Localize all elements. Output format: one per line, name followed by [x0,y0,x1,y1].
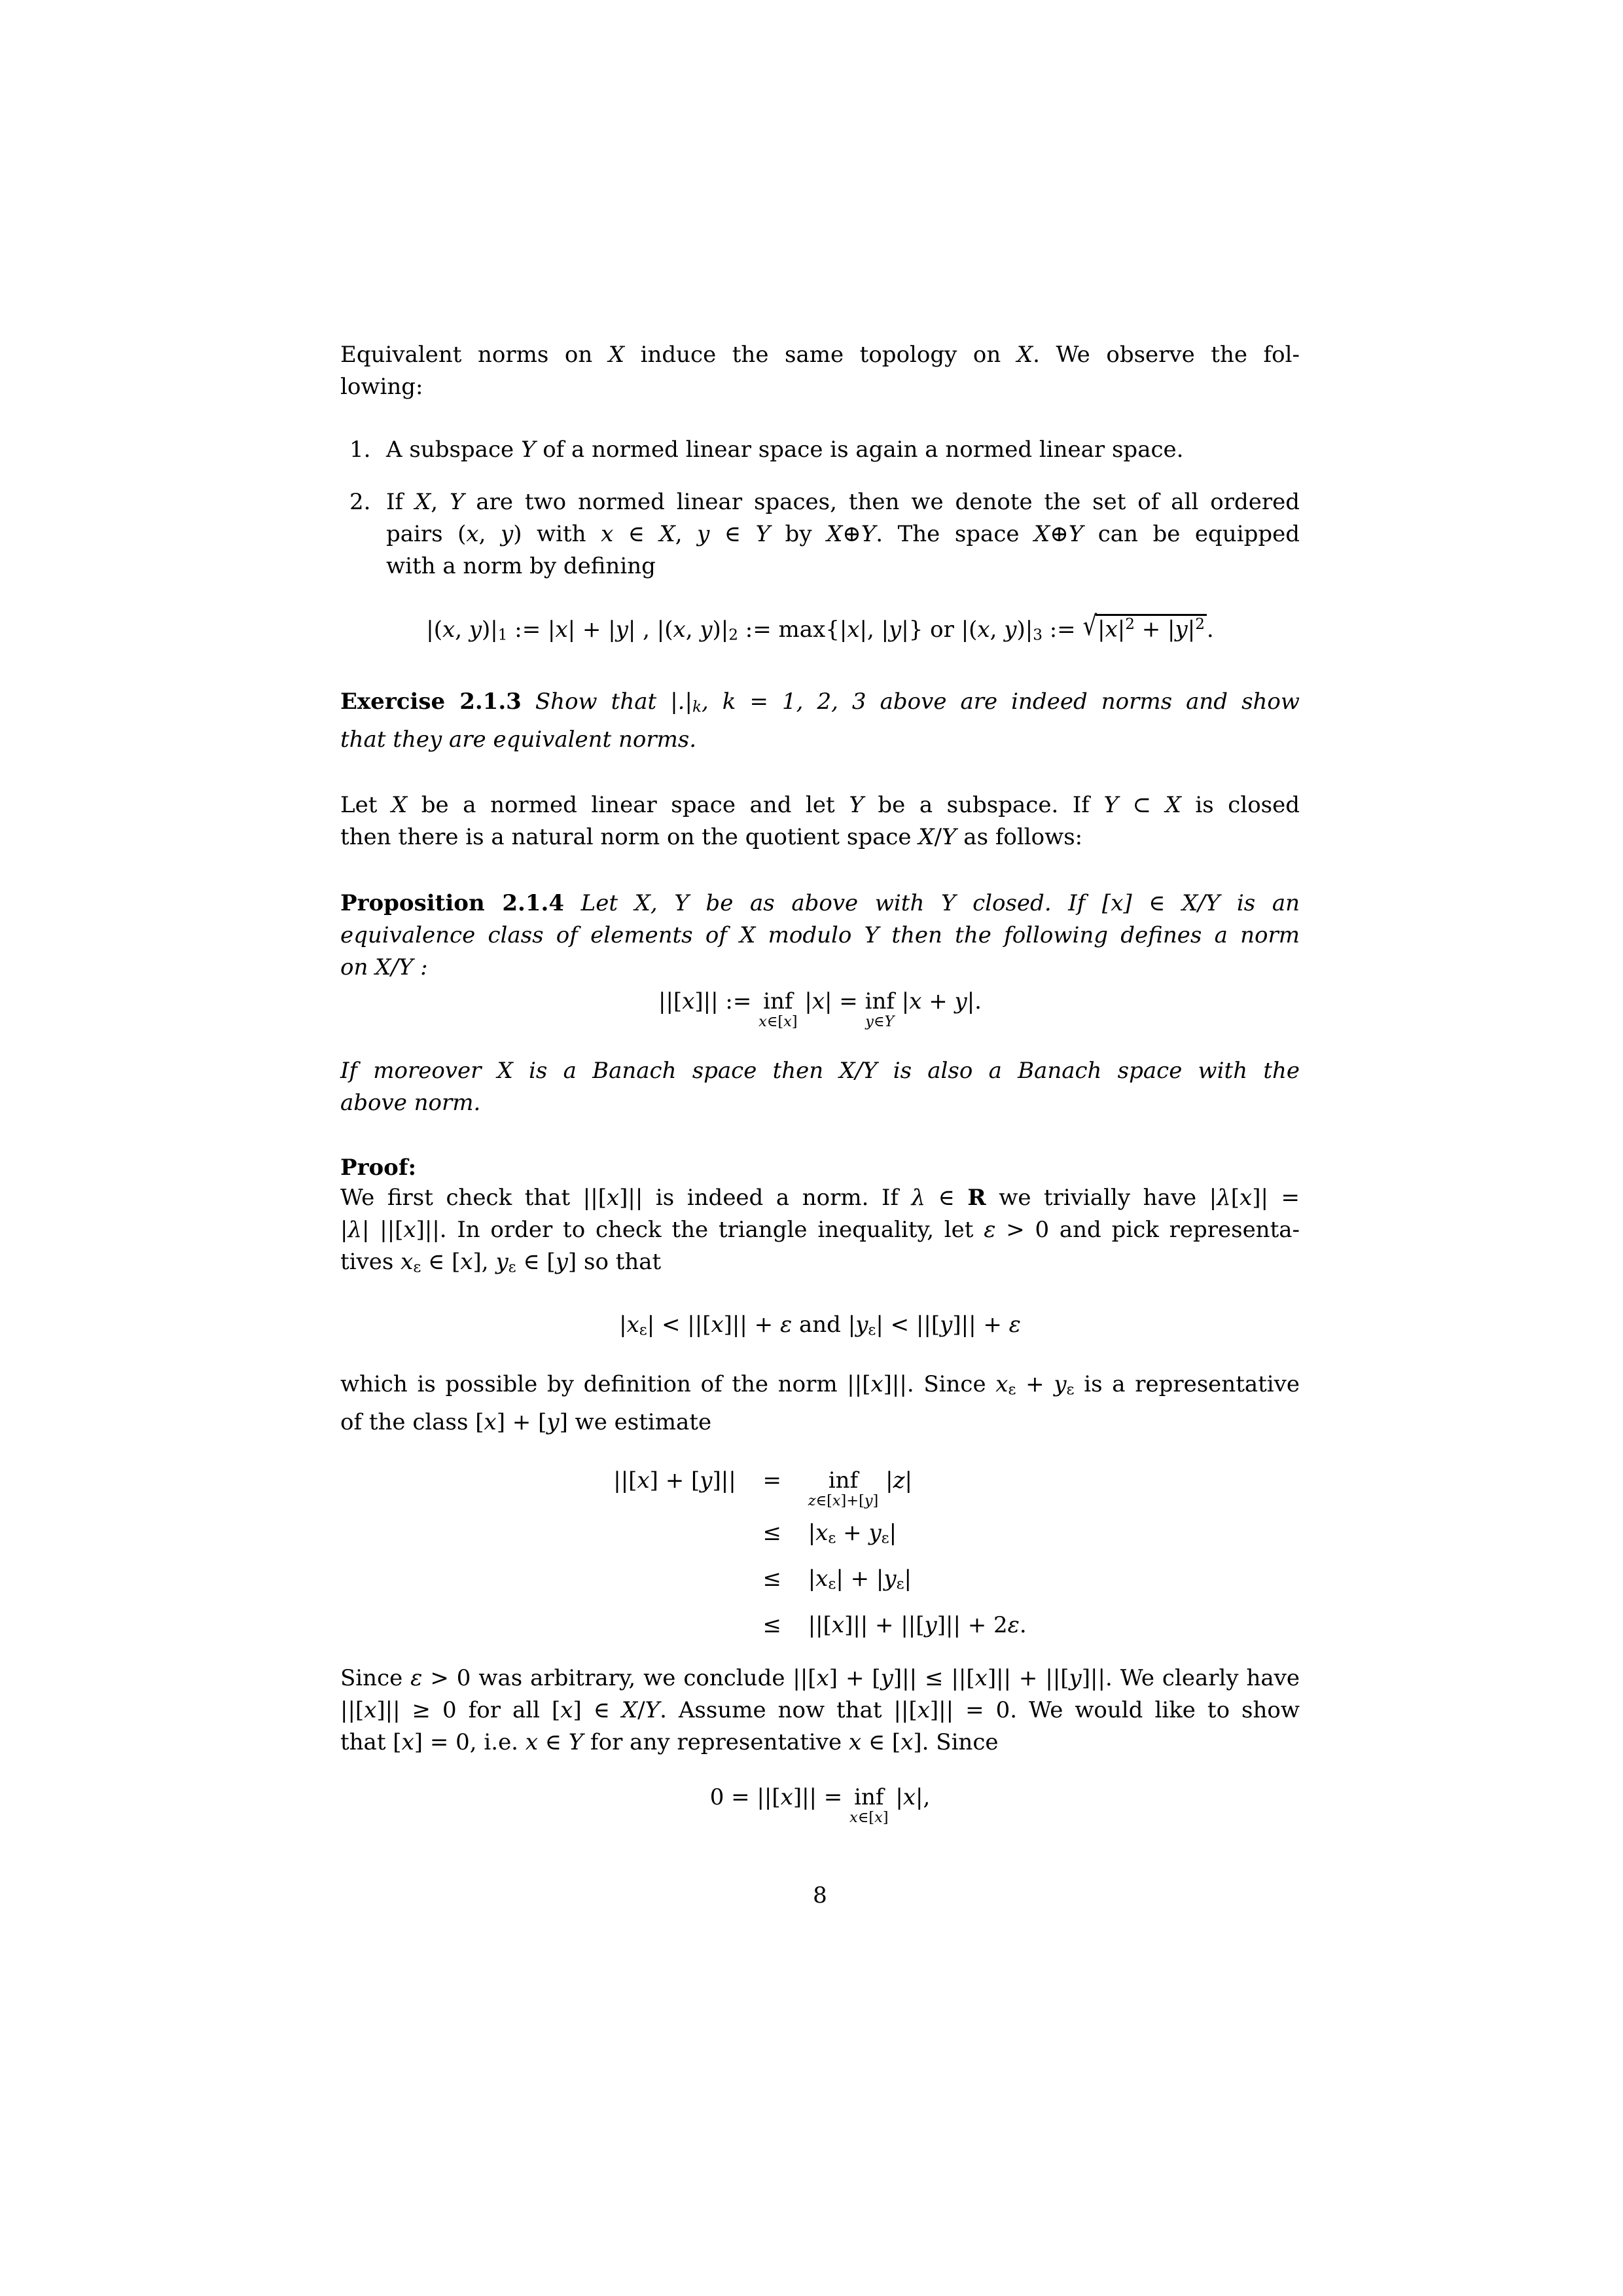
para-quotient-intro [340,789,1300,853]
proposition-2-1-4 [340,888,1300,984]
list-item [340,434,1300,466]
equation-relation: ≤ [762,1611,781,1638]
list-observations [340,434,1300,583]
text-line: tives xε ∈ [x], yε ∈ [y] so that [340,1249,662,1276]
text-line: with a norm by defining [386,553,656,579]
text-line: Equivalent norms on X induce the same topology on X. We observe the fol- [340,342,1300,368]
display-epsilon-representatives [340,1309,1300,1347]
text-line: If X, Y are two normed linear spaces, then we denote the set of all ordered [386,489,1300,515]
text-line: |xε| < ||[x]|| + ε and |yε| < ||[y]|| + ε [619,1312,1021,1339]
text-line: |λ| ||[x]||. In order to check the triangle inequality, let ε > 0 and pick representa- [340,1217,1300,1243]
text-line: that [x] = 0, i.e. x ∈ Y for any representative x ∈ [x]. Since [340,1729,999,1755]
para-intro [340,339,1300,403]
text-line: equivalence class of elements of X modulo Y then the following defines a norm [340,922,1300,948]
equation-rhs: |xε| + |yε| [808,1566,912,1593]
para-since-arbitrary [340,1662,1300,1759]
text-line: lowing: [340,374,423,400]
exercise-2-1-3 [340,686,1300,756]
sqrt-radical-icon: √ [1082,610,1097,642]
align-triangle-inequality [340,1465,1300,1641]
display-zero-norm [340,1782,1300,1825]
text-line: |(x, y)|1 := |x| + |y| , |(x, y)|2 := max{|x|, |y|} or |(x, y)|3 := $√|x|^2 + |y|^2$. [340,614,1300,652]
text-line: pairs (x, y) with x ∈ X, y ∈ Y by X⊕Y. The space X⊕Y can be equipped [386,521,1300,547]
text-line: above norm. [340,1090,481,1116]
equation-rhs: ||[x]|| + ||[y]|| + 2ε. [808,1611,1027,1638]
text-line: 0 = ||[x]|| = inf x∈[x] |x|, [709,1784,931,1827]
equation-relation: ≤ [762,1566,781,1592]
text-line: then there is a natural norm on the quotient space X/Y as follows: [340,824,1083,850]
inf-operator: inf y∈Y [865,988,895,1031]
text-line: A subspace Y of a normed linear space is again a normed linear space. [386,437,1184,463]
sqrt-expression: $√|x|^2 + |y|^2$ [1082,617,1206,643]
text-line: If moreover X is a Banach space then X/Y is also a Banach space with the [340,1058,1300,1084]
text-line: We first check that ||[x]|| is indeed a norm. If λ ∈ R we trivially have |λ[x]| = [340,1185,1300,1211]
text-line: ||[x]|| := inf x∈[x] |x| = inf y∈Y |x + y|. [658,988,982,1031]
text-line: Exercise 2.1.3 Show that |.|k, k = 1, 2, 3 above are indeed norms and show [340,689,1300,716]
equation-rhs: |xε + yε| [808,1519,897,1547]
proof-heading [340,1152,1300,1184]
equation-relation: ≤ [762,1519,781,1546]
equation-relation: = [762,1467,781,1494]
inf-operator: inf z∈[x]+[y] [808,1467,879,1510]
text-line: ||[x]|| ≥ 0 for all [x] ∈ X/Y. Assume now that ||[x]|| = 0. We would like to show [340,1697,1300,1723]
display-product-norms [340,610,1300,652]
text-line: that they are equivalent norms. [340,726,697,753]
text-line: Let X be a normed linear space and let Y be a subspace. If Y ⊂ X is closed [340,792,1300,818]
para-representative [340,1369,1300,1439]
text-line: Since ε > 0 was arbitrary, we conclude ||[x] + [y]|| ≤ ||[x]|| + ||[y]||. We clearly have [340,1665,1300,1691]
page-number: 8 [813,1882,827,1909]
list-item [340,486,1300,583]
text-line: which is possible by definition of the norm ||[x]||. Since xε + yε is a representative [340,1371,1300,1399]
list-item-number: 2. [349,489,371,515]
equation-rhs: inf z∈[x]+[y] |z| [808,1467,912,1510]
text-line: Proof: [340,1155,417,1181]
display-quotient-norm [340,986,1300,1030]
text-line: Proposition 2.1.4 Let X, Y be as above with Y closed. If [x] ∈ X/Y is an [340,890,1300,916]
para-proof-body [340,1182,1300,1284]
text-line: on X/Y : [340,954,428,980]
equation-lhs: ||[x] + [y]|| [613,1467,736,1494]
text-line: of the class [x] + [y] we estimate [340,1408,712,1435]
inf-operator: inf x∈[x] [849,1784,889,1827]
para-banach-remark [340,1055,1300,1119]
inf-operator: inf x∈[x] [758,988,798,1031]
list-item-number: 1. [349,437,371,463]
